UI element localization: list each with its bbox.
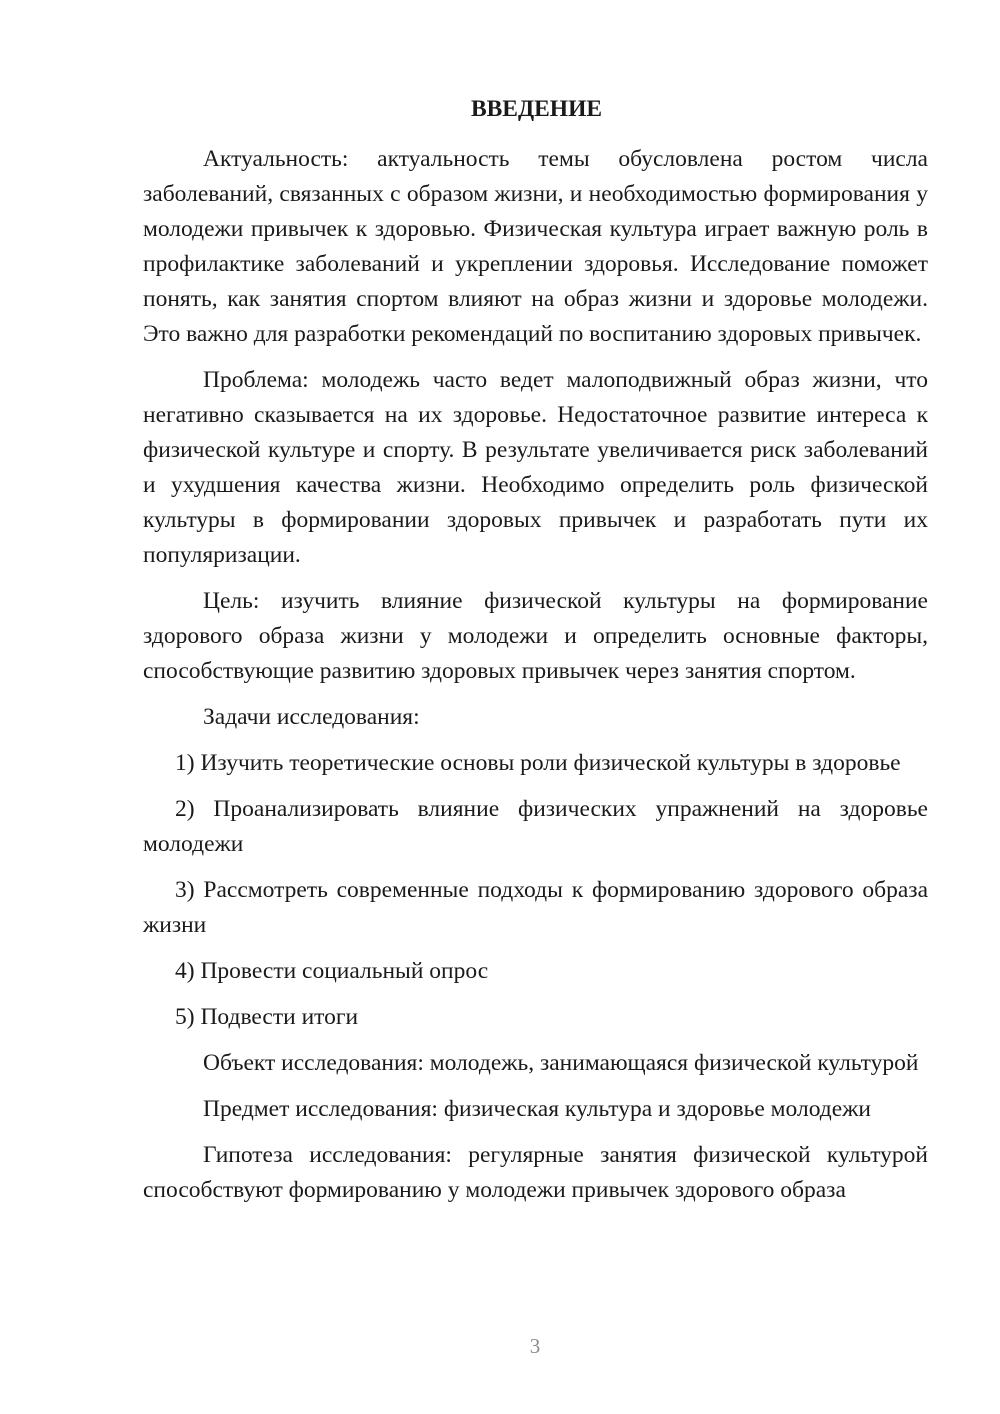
task-item-5: 5) Подвести итоги <box>175 1004 359 1030</box>
paragraph-subject: Предмет исследования: физическая культура и здоровье молодежи <box>203 1096 871 1122</box>
paragraph-goal: Цель: изучить влияние физической культуры на формирование здорового образа жизни у молодежи и определить основные факторы, способствующие развитию здоровых привычек через занятия спортом. <box>143 588 928 684</box>
paragraph-problem: Проблема: молодежь часто ведет малоподвижный образ жизни, что негативно сказывается на их здоровье. Недостаточное развитие интереса к физической культуре и спорту. В результате увеличивается риск заболеваний и ухудшения качества жизни. Необходимо определить роль физической культуры в формировании здоровых привычек и разработать пути их популяризации. <box>143 367 928 568</box>
tasks-heading: Задачи исследования: <box>203 704 420 730</box>
task-item-1: 1) Изучить теоретические основы роли физической культуры в здоровье <box>175 750 901 776</box>
document-body <box>143 92 928 1219</box>
paragraph-object: Объект исследования: молодежь, занимающаяся физической культурой <box>203 1050 919 1076</box>
paragraph-hypothesis: Гипотеза исследования: регулярные занятия физической культурой способствуют формированию у молодежи привычек здорового образа <box>143 1142 928 1203</box>
task-item-2: 2) Проанализировать влияние физических упражнений на здоровье молодежи <box>143 796 928 857</box>
page-number: 3 <box>529 1334 541 1358</box>
section-title: ВВЕДЕНИЕ <box>470 96 603 122</box>
task-item-3: 3) Рассмотреть современные подходы к формированию здорового образа жизни <box>143 877 928 938</box>
paragraph-relevance: Актуальность: актуальность темы обусловлена ростом числа заболеваний, связанных с образом жизни, и необходимостью формирования у молодежи привычек к здоровью. Физическая культура играет важную роль в профилактике заболеваний и укреплении здоровья. Исследование поможет понять, как занятия спортом влияют на образ жизни и здоровье молодежи. Это важно для разработки рекомендаций по воспитанию здоровых привычек. <box>143 146 928 347</box>
task-item-4: 4) Провести социальный опрос <box>175 958 489 984</box>
